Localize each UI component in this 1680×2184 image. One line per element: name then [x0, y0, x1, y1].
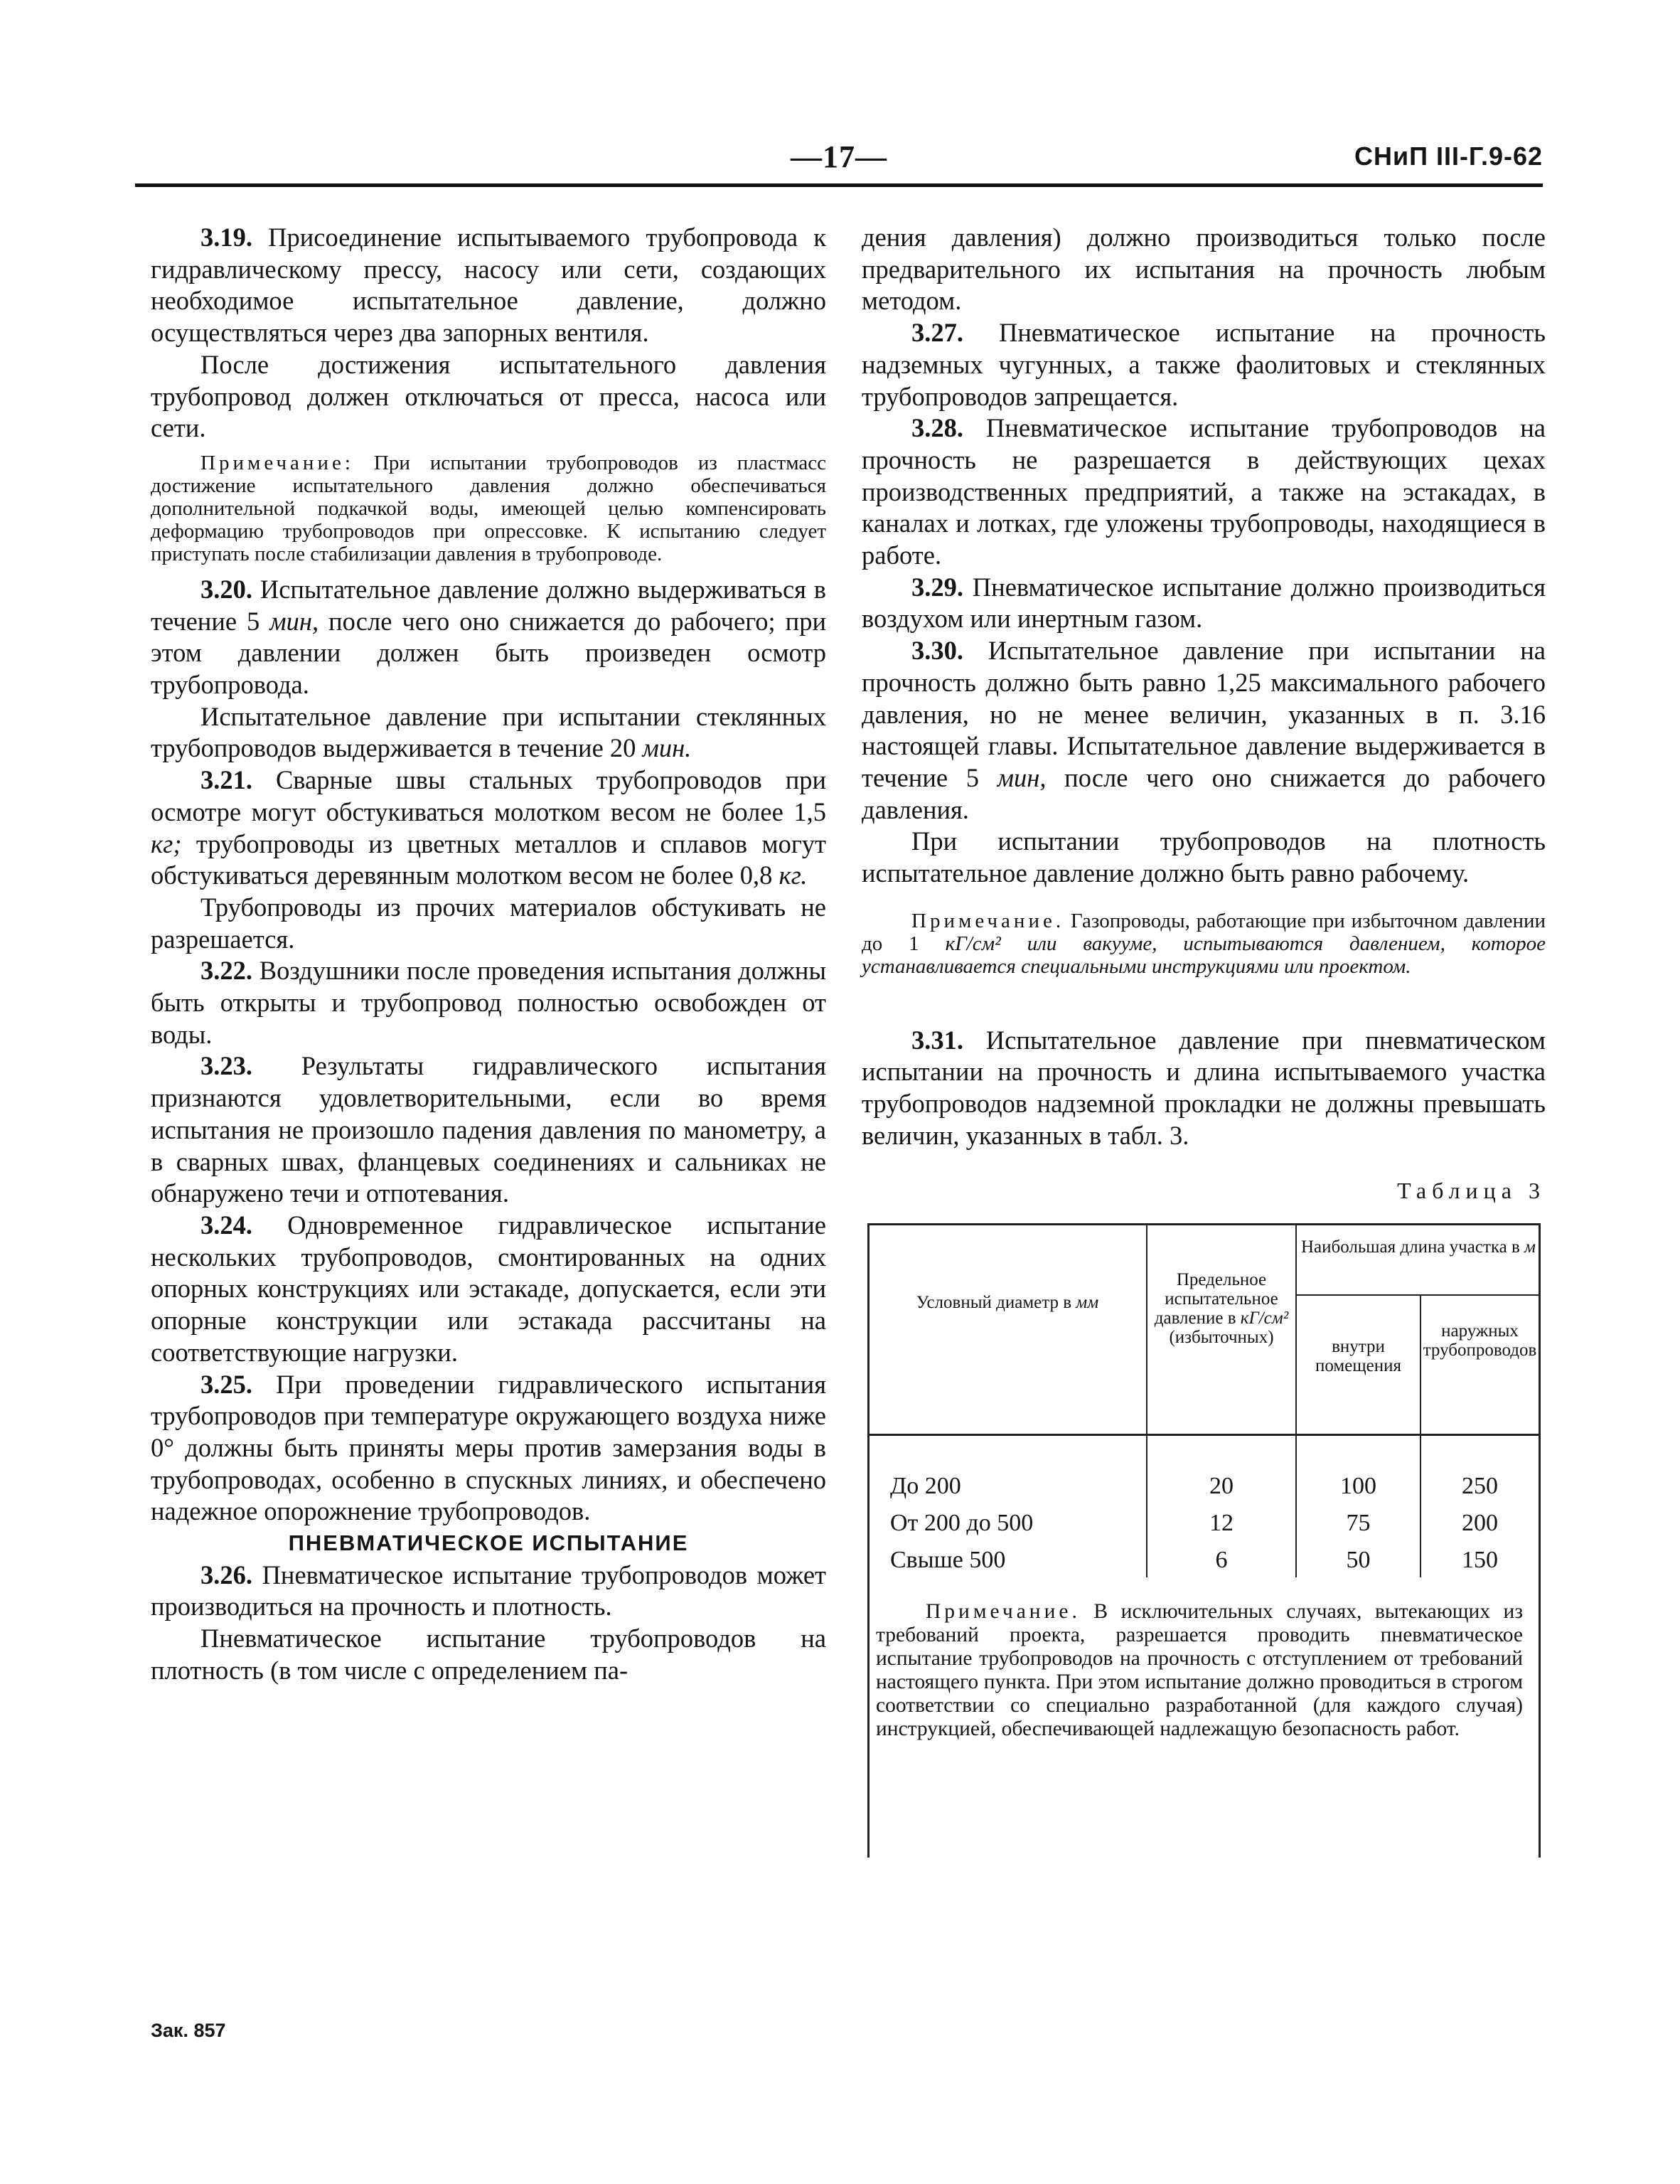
col-outside-header: наружных трубопроводов [1423, 1321, 1537, 1360]
clause-number: 3.27. [911, 318, 963, 348]
clause-3-21: 3.21. Сварные швы стальных трубопроводов при осмотре могут обстукиваться молотком весом не более 1,5 кг; трубопроводы из цветных металлов и сплавов могут обстукиваться деревянным молотком весом не более 0,8 кг. [151, 765, 827, 890]
col-inside-header: внутри помещения [1315, 1337, 1401, 1376]
section-heading: ПНЕВМАТИЧЕСКОЕ ИСПЫТАНИЕ [288, 1530, 689, 1556]
table-right-border [1539, 1223, 1541, 1858]
row-pressure: 20 [1209, 1473, 1234, 1500]
header-rule [135, 183, 1543, 187]
left-column [151, 222, 826, 1687]
clause-3-20: 3.20. Испытательное давление должно выдерживаться в течение 5 мин, после чего оно снижается до рабочего; при этом давлении должен быть произведен осмотр трубопровода. [151, 574, 826, 700]
table-col-divider [1146, 1223, 1147, 1577]
clause-number: 3.25. [200, 1369, 252, 1399]
table-group-rule [1295, 1294, 1541, 1296]
clause-number: 3.20. [200, 574, 252, 604]
clause-number: 3.26. [200, 1560, 252, 1589]
clause-3-30: 3.30. Испытательное давление при испытании на прочность должно быть равно 1,25 максимального рабочего давления, но не менее величин, указанных в п. 3.16 настоящей главы. Испытательное давление выдерживается в течение 5 мин, после чего оно снижается до рабочего давления. [862, 636, 1546, 824]
row-inside: 50 [1346, 1547, 1371, 1574]
row-diameter: До 200 [890, 1473, 961, 1500]
col-length-group-header: Наибольшая длина участка в м [1300, 1237, 1536, 1257]
page-header [135, 139, 1543, 188]
note-label: Примечание: [200, 451, 354, 474]
clause-number: 3.22. [200, 956, 252, 986]
row-inside: 100 [1340, 1473, 1376, 1500]
clause-number: 3.23. [200, 1051, 252, 1081]
clause-3-27: 3.27. Пневматическое испытание на прочность надземных чугунных, а также фаолитовых и стеклянных трубопроводов запрещается. [862, 318, 1546, 411]
note-gas-pipelines: Примечание. Газопроводы, работающие при избыточном давлении до 1 кГ/см² или вакууме, испытываются давлением, которое устанавливается специальными инструкциями или проектом. [862, 909, 1546, 978]
clause-number: 3.21. [200, 765, 252, 795]
clause-number: 3.30. [911, 636, 963, 666]
table-3 [862, 1223, 1546, 1858]
row-diameter: Свыше 500 [890, 1547, 1006, 1574]
note-label: Примечание. [926, 1600, 1081, 1624]
row-pressure: 6 [1215, 1547, 1228, 1574]
clause-3-22: 3.22. Воздушники после проведения испытания должны быть открыты и трубопровод полностью освобожден от воды. [151, 956, 826, 1049]
table-header-rule [867, 1434, 1541, 1436]
row-inside: 75 [1346, 1510, 1371, 1537]
clause-3-23: 3.23. Результаты гидравлического испытания признаются удовлетворительными, если во время испытания не произошло падения давления по манометру, а в сварных швах, фланцевых соединениях и сальниках не обнаружено течи и отпотевания. [151, 1051, 826, 1208]
clause-3-19: 3.19. Присоединение испытываемого трубопровода к гидравлическому прессу, насосу или сети, создающих необходимое испытательное давление, должно осуществляться через два запорных вентиля. [151, 223, 827, 348]
clause-3-19-continued: После достижения испытательного давления трубопровод должен отключаться от пресса, насоса или сети. [151, 349, 826, 443]
clause-3-29: 3.29. Пневматическое испытание должно производиться воздухом или инертным газом. [862, 572, 1546, 634]
clause-number: 3.31. [911, 1025, 963, 1055]
document-code: СНиП III-Г.9-62 [1354, 142, 1543, 171]
print-order: Зак. 857 [151, 2020, 226, 2041]
table-note: Примечание. В исключительных случаях, вытекающих из требований проекта, разрешается проводить пневматическое испытание трубопроводов на прочность с отступлением от требований настоящего пункта. При этом испытание должно проводиться в строгом соответствии со специально разработанной (для каждого случая) инструкцией, обеспечивающей надлежащую безопасность работ. [876, 1600, 1523, 1741]
clause-3-26-end: дения давления) должно производиться только после предварительного их испытания на прочность любым методом. [862, 223, 1546, 316]
row-outside: 200 [1462, 1510, 1498, 1537]
clause-number: 3.28. [911, 413, 963, 443]
row-pressure: 12 [1209, 1510, 1234, 1537]
clause-3-25: 3.25. При проведении гидравлического испытания трубопроводов при температуре окружающего воздуха ниже 0° должны быть приняты меры против замерзания воды в трубопроводах, особенно в спускных линиях, и обеспечено надежное опорожнение трубопроводов. [151, 1369, 827, 1526]
clause-3-21-continued: Трубопроводы из прочих материалов обстукивать не разрешается. [151, 892, 826, 954]
note-label: Примечание. [911, 909, 1065, 932]
row-outside: 150 [1462, 1547, 1498, 1574]
row-outside: 250 [1462, 1473, 1498, 1500]
clause-3-31: 3.31. Испытательное давление при пневматическом испытании на прочность и длина испытываемого участка трубопроводов надземной прокладки не должны превышать величин, указанных в табл. 3. [862, 1025, 1546, 1150]
table-caption: Таблица 3 [1397, 1177, 1546, 1203]
table-top-border [867, 1223, 1541, 1225]
right-column [862, 222, 1546, 1858]
col-diameter-header: Условный диаметр в мм [916, 1293, 1099, 1313]
note-plastic-pipes: Примечание: При испытании трубопроводов из пластмасс достижение испытательного давления должно обеспечиваться дополнительной подкачкой воды, имеющей целью компенсировать деформацию трубопроводов при опрессовке. К испытанию следует приступать после стабилизации давления в трубопроводе. [151, 451, 826, 565]
clause-number: 3.29. [911, 572, 963, 602]
clause-3-28: 3.28. Пневматическое испытание трубопроводов на прочность не разрешается в действующих цехах производственных предприятий, а также на эстакадах, в каналах и лотках, где уложены трубопроводы, находящиеся в работе. [862, 413, 1546, 570]
col-pressure-header: Предельное испытательное давление в кГ/см² (избыточных) [1154, 1270, 1289, 1348]
page-number: —17— [791, 139, 887, 174]
table-left-border [867, 1223, 870, 1858]
clause-3-24: 3.24. Одновременное гидравлическое испытание нескольких трубопроводов, смонтированных на одних опорных конструкциях или эстакаде, допускается, если эти опорные конструкции или эстакада рассчитаны на соответствующие нагрузки. [151, 1210, 826, 1367]
clause-3-26-continued: Пневматическое испытание трубопроводов на плотность (в том числе с определением па- [151, 1624, 826, 1685]
clause-3-26: 3.26. Пневматическое испытание трубопроводов может производиться на прочность и плотность. [151, 1560, 826, 1621]
row-diameter: От 200 до 500 [890, 1510, 1034, 1537]
clause-number: 3.19. [200, 223, 252, 252]
clause-3-20-continued: Испытательное давление при испытании стеклянных трубопроводов выдерживается в течение 20 мин. [151, 701, 826, 763]
clause-3-30-continued: При испытании трубопроводов на плотность испытательное давление должно быть равно рабочему. [862, 826, 1546, 888]
clause-number: 3.24. [200, 1210, 252, 1240]
